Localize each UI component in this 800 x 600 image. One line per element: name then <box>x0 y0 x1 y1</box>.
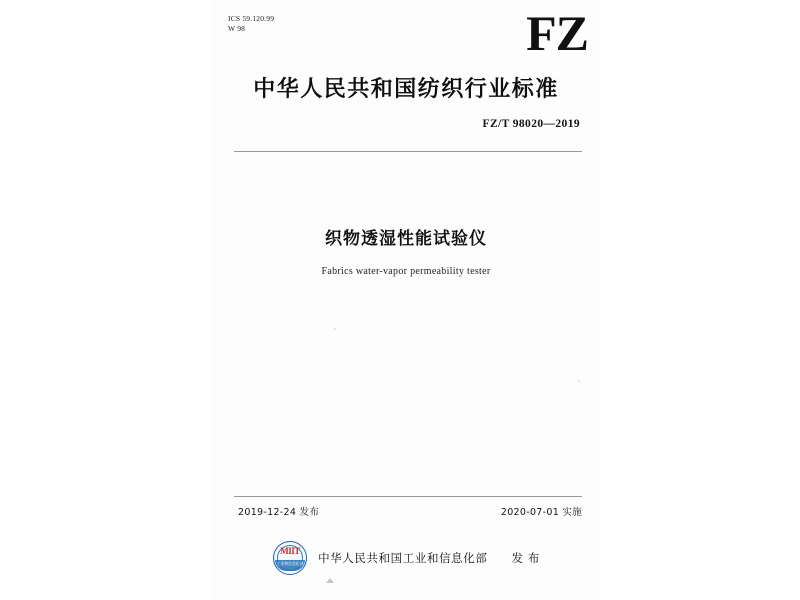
ics-code: ICS 59.120.99 <box>228 14 275 23</box>
subject-title-cn: 织物透湿性能试验仪 <box>325 229 487 249</box>
ministry-emblem-icon <box>272 540 308 576</box>
fz-logo: FZ <box>526 5 588 61</box>
page-speck <box>334 328 336 330</box>
subject-title-en: Fabrics water-vapor permeability tester <box>321 266 491 277</box>
standard-number: FZ/T 98020—2019 <box>482 118 580 130</box>
page-speck <box>578 380 580 382</box>
publisher-name: 中华人民共和国工业和信息化部 <box>318 551 488 565</box>
divider-top <box>234 151 582 152</box>
ics-block <box>228 14 274 34</box>
implementation-date: 2020-07-01 实施 <box>500 507 582 518</box>
divider-bottom <box>234 496 582 497</box>
emblem-mark-text: MIIT <box>280 546 300 556</box>
issue-date: 2019-12-24 发布 <box>238 507 320 518</box>
emblem-band-text: 工业和信息化部 <box>276 561 304 566</box>
classification-code: W 98 <box>228 24 246 34</box>
page-artifact-caret <box>326 578 334 583</box>
standard-series-title: 中华人民共和国纺织行业标准 <box>253 77 559 102</box>
publisher-row <box>228 540 584 576</box>
publish-verb: 发 布 <box>511 551 540 565</box>
